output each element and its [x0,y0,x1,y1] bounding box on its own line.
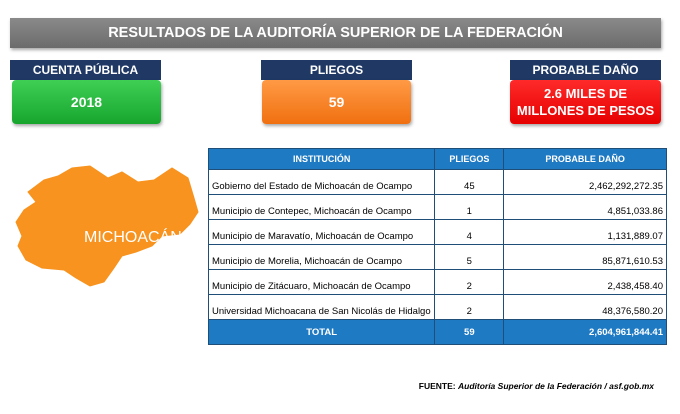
cell-pliegos: 1 [435,195,504,220]
probable-dano-value-line2: MILLONES DE PESOS [516,103,655,118]
cuenta-publica-label: CUENTA PÚBLICA [32,63,139,77]
michoacan-state-shape [16,166,198,286]
total-probable-dano: 2,604,961,844.41 [504,320,667,345]
cell-institucion: Universidad Michoacana de San Nicolás de Hidalgo [209,295,435,320]
source-label: FUENTE: [418,381,456,391]
source-note [419,381,654,391]
header-pliegos: PLIEGOS [435,149,504,170]
cell-pliegos: 4 [435,220,504,245]
total-pliegos: 59 [435,320,504,345]
pliegos-header [261,60,412,80]
page-title-banner [10,18,661,48]
total-label: TOTAL [209,320,435,345]
cell-pliegos: 2 [435,270,504,295]
map-label: MICHOACÁN [84,229,182,246]
cell-pliegos: 2 [435,295,504,320]
table-row [209,270,667,295]
cell-probable-dano: 4,851,033.86 [504,195,667,220]
cell-institucion: Municipio de Zitácuaro, Michoacán de Ocampo [209,270,435,295]
probable-dano-label: PROBABLE DAÑO [532,63,639,77]
pliegos-label: PLIEGOS [309,63,364,77]
table-row [209,170,667,195]
cell-probable-dano: 2,462,292,272.35 [504,170,667,195]
michoacan-map [12,150,208,290]
table-header-row [209,149,667,170]
cell-institucion: Municipio de Morelia, Michoacán de Ocampo [209,245,435,270]
cell-probable-dano: 2,438,458.40 [504,270,667,295]
cell-probable-dano: 48,376,580.20 [504,295,667,320]
source-text: Auditoría Superior de la Federación / asf.gob.mx [457,381,654,391]
probable-dano-value-line1: 2.6 MILES DE [543,86,628,101]
table-row [209,295,667,320]
cuenta-publica-card [12,80,161,124]
header-probable-dano: PROBABLE DAÑO [504,149,667,170]
table-total-row [209,320,667,345]
pliegos-card [262,80,411,124]
probable-dano-card [510,80,661,124]
cell-institucion: Gobierno del Estado de Michoacán de Ocampo [209,170,435,195]
cell-pliegos: 5 [435,245,504,270]
page-title: RESULTADOS DE LA AUDITORÍA SUPERIOR DE LA FEDERACIÓN [108,25,563,41]
cuenta-publica-value: 2018 [70,94,103,110]
cell-probable-dano: 85,871,610.53 [504,245,667,270]
cell-institucion: Municipio de Maravatío, Michoacán de Ocampo [209,220,435,245]
cuenta-publica-header [10,60,161,80]
cell-probable-dano: 1,131,889.07 [504,220,667,245]
header-institucion: INSTITUCIÓN [209,149,435,170]
pliegos-value: 59 [328,94,345,110]
cell-institucion: Municipio de Contepec, Michoacán de Ocampo [209,195,435,220]
cell-pliegos: 45 [435,170,504,195]
table-row [209,195,667,220]
probable-dano-header [510,60,661,80]
table-row [209,220,667,245]
results-table [208,148,667,345]
table-row [209,245,667,270]
